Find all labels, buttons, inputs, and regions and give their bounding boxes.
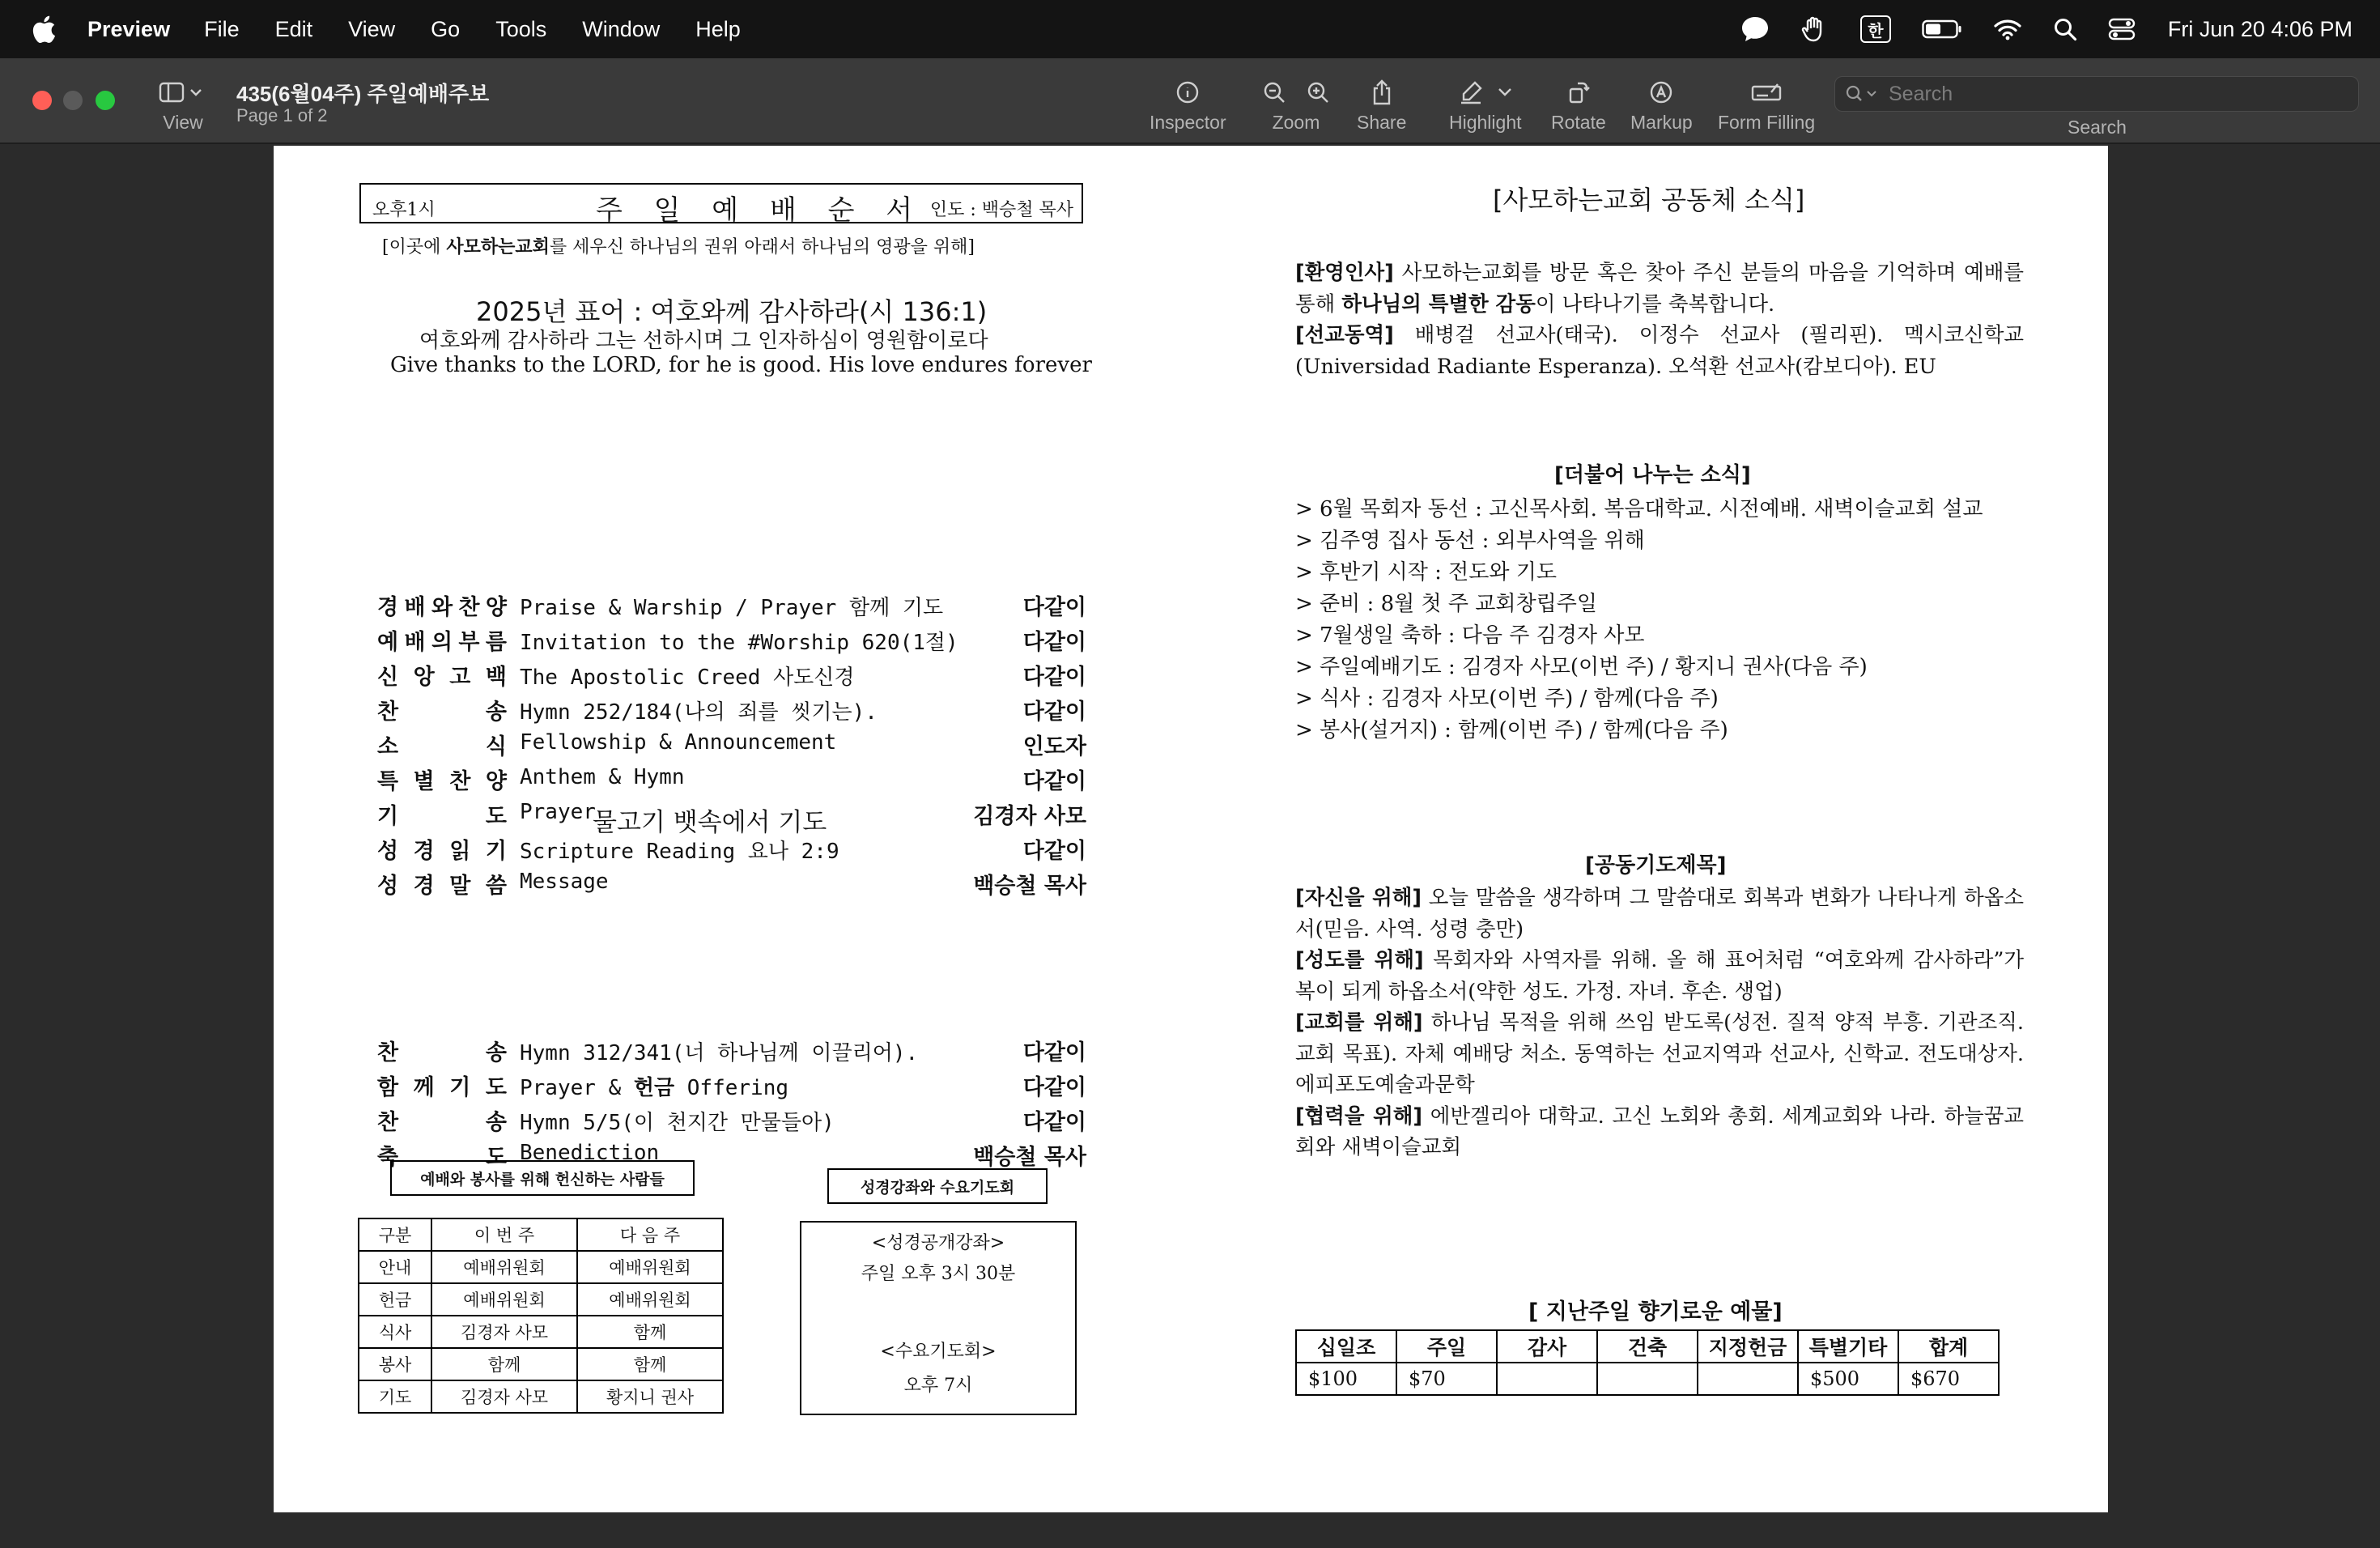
order-name-char: 의 [431,630,453,655]
order-item-who: 다같이 [1022,1040,1086,1065]
order-item-desc: Hymn 5/5(이 천지간 만물들아) [520,1111,835,1135]
menu-help[interactable]: Help [695,16,741,41]
order-row [377,729,1086,763]
table-header: 주일 [1396,1330,1497,1363]
list-item: > 김주영 집사 동선 : 외부사역을 위해 [1295,529,1645,553]
desc-bold: 헌금 [633,1076,675,1100]
prayer-item [1295,882,2024,945]
rotate-icon [1566,80,1591,104]
hand-raise-icon[interactable] [1800,15,1830,43]
welcome-text-end: 이 나타나기를 축복합니다. [1535,291,1775,317]
table-header: 다 음 주 [577,1218,723,1251]
table-header-row [1296,1330,1999,1363]
order-name-char: 도 [485,804,507,829]
year-theme-korean: 여호와께 감사하라 그는 선하시며 그 인자하심이 영원함이로다 [419,329,988,353]
prayer-label: [협력을 위해] [1295,1104,1423,1129]
sermon-title: 물고기 뱃속에서 기도 [593,808,827,837]
service-time: 오후1시 [372,200,436,220]
order-item-desc: Hymn 312/341(너 하나님께 이끌리어). [520,1041,919,1065]
window-close-button[interactable] [32,91,52,110]
search-icon [1845,84,1881,104]
service-people-label: 예배와 봉사를 위해 헌신하는 사람들 [390,1160,695,1196]
order-row [377,1070,1086,1104]
input-source-icon[interactable] [1860,15,1891,43]
table-cell: 봉사 [359,1348,431,1380]
order-item-name [377,1104,507,1136]
highlight-button[interactable] [1449,74,1522,134]
order-name-char: 경 [377,595,399,620]
highlighter-icon [1459,80,1483,104]
order-item-who: 다같이 [1022,769,1086,794]
order-name-char: 말 [449,874,471,899]
order-item-name [377,833,507,865]
table-cell: $670 [1898,1363,1999,1395]
input-source-badge: 한 [1860,15,1891,43]
share-button[interactable] [1357,74,1406,134]
table-cell: 김경자 사모 [431,1380,577,1413]
search-input[interactable] [1889,83,2342,106]
view-label: View [163,112,203,133]
welcome-and-mission [1295,257,2024,382]
order-name-char: 성 [377,874,399,899]
order-name-char: 찬 [377,1040,399,1065]
table-cell: 식사 [359,1316,431,1348]
church-motto [382,233,975,258]
document-page[interactable] [274,146,2108,1512]
inspector-button[interactable] [1150,74,1226,134]
order-item-who: 백승철 목사 [973,1145,1086,1170]
table-cell: 함께 [577,1348,723,1380]
order-item-who: 다같이 [1022,1075,1086,1100]
table-cell [1497,1363,1597,1395]
search-label: Search [2068,117,2127,138]
zoom-buttons[interactable] [1263,74,1329,134]
order-item-name [377,798,507,830]
desc-part: Prayer & [520,1076,634,1100]
list-item: > 봉사(설거지) : 함께(이번 주) / 함께(다음 주) [1295,718,1728,742]
chevron-down-icon[interactable] [1498,87,1512,97]
share-icon [1371,79,1393,105]
table-header: 합계 [1898,1330,1999,1363]
bible-class-title: <성경공개강좌> [871,1233,1005,1253]
offering-table [1295,1329,2000,1396]
order-item-name [377,763,507,795]
order-name-char: 축 [377,1145,399,1170]
prayer-item [1295,1101,2024,1163]
wed-prayer-title: <수요기도회> [880,1342,997,1362]
table-row [359,1251,723,1283]
menu-tools[interactable]: Tools [495,16,547,41]
order-name-char: 양 [485,769,507,794]
order-name-char: 부 [458,630,480,655]
control-center-icon[interactable] [2108,15,2136,43]
welcome-label: [환영인사] [1295,261,1394,285]
order-item-who: 다같이 [1022,839,1086,864]
order-name-char: 경 [413,874,435,899]
mission-label: [선교동역] [1295,323,1394,347]
share-label: Share [1357,112,1407,133]
service-leader: 인도 : 백승철 목사 [929,200,1073,220]
order-name-char: 께 [413,1075,435,1100]
order-name-char: 씀 [485,874,507,899]
highlight-label: Highlight [1449,112,1522,133]
table-header: 감사 [1497,1330,1597,1363]
order-row [377,694,1086,728]
order-item-who: 다같이 [1022,595,1086,620]
table-header: 지정헌금 [1698,1330,1798,1363]
order-name-char: 기 [377,804,399,829]
prayer-text: 목회자와 사역자를 위해. 올 해 표어처럼 “여호와께 감사하라”가 복이 되게 하옵소서(약한 성도. 가정. 자녀. 후손. 생업) [1295,948,2024,1004]
document-title: 435(6월04주) 주일예배주보 [236,82,490,106]
table-header-row [359,1218,723,1251]
menu-app-preview[interactable]: Preview [87,16,171,41]
order-name-char: 신 [377,665,399,690]
order-name-char: 송 [485,1040,507,1065]
bible-class-time: 주일 오후 3시 30분 [861,1264,1016,1284]
battery-icon[interactable] [1922,15,1962,43]
window-minimize-button[interactable] [63,91,83,110]
table-row [359,1348,723,1380]
order-name-char: 기 [449,1075,471,1100]
table-row [359,1316,723,1348]
order-name-char: 기 [485,839,507,864]
inspector-label: Inspector [1150,112,1226,133]
order-item-desc: Hymn 252/184(나의 죄를 씻기는). [520,700,878,725]
prayer-label: [자신을 위해] [1295,886,1422,910]
table-header: 구분 [359,1218,431,1251]
order-name-char: 경 [413,839,435,864]
menu-window[interactable]: Window [582,16,661,41]
community-news-title: [사모하는교회 공동체 소식] [1493,185,1805,215]
order-item-who: 다같이 [1022,630,1086,655]
table-cell [1698,1363,1798,1395]
order-item-name [377,1070,507,1101]
order-name-char: 특 [377,769,399,794]
page-indicator: Page 1 of 2 [236,105,328,125]
prayer-topics-title: [공동기도제목] [1585,853,1727,878]
order-row [377,763,1086,797]
table-cell: 예배위원회 [577,1251,723,1283]
order-item-name [377,624,507,656]
rotate-button[interactable] [1551,74,1606,134]
prayer-topics-list [1295,882,2024,1163]
menu-view[interactable]: View [348,16,396,41]
order-name-char: 송 [485,700,507,725]
order-item-desc: Message [520,870,609,894]
wed-prayer-time: 오후 7시 [903,1376,973,1396]
order-name-char: 성 [377,839,399,864]
table-cell: 안내 [359,1251,431,1283]
order-item-who: 다같이 [1022,700,1086,725]
form-filling-button[interactable] [1718,74,1815,134]
table-row [359,1380,723,1413]
order-item-desc: The Apostolic Creed 사도신경 [520,666,855,690]
table-cell: 황지니 권사 [577,1380,723,1413]
order-item-desc: Praise & Warship / Prayer 함께 기도 [520,596,944,620]
order-item-desc [520,1071,788,1101]
apple-menu-icon[interactable] [0,15,87,44]
order-row [377,589,1086,623]
order-row [377,624,1086,658]
order-name-char: 읽 [449,839,471,864]
order-header-box [359,183,1083,227]
offering-title: [ 지난주일 향기로운 예물] [1528,1299,1783,1325]
order-item-who: 다같이 [1022,665,1086,690]
table-row [1296,1363,1999,1395]
menu-file[interactable]: File [204,16,240,41]
order-item-name [377,589,507,621]
order-row [377,1035,1086,1069]
year-theme-title: 2025년 표어 : 여호와께 감사하라(시 136:1) [476,296,988,327]
order-name-char: 찬 [449,769,471,794]
motto-prefix: [이곳에 [382,237,447,257]
prayer-text: 에반겔리아 대학교. 고신 노회와 총회. 세계교회와 나라. 하늘꿈교회와 새벽이슬교회 [1295,1104,2025,1159]
motto-suffix: 를 세우신 하나님의 권위 아래서 하나님의 영광을 위해] [549,237,975,257]
service-people-table [358,1218,724,1414]
order-item-desc: Prayer [520,800,596,824]
bible-class-label: 성경강좌와 수요기도회 [827,1168,1048,1204]
list-item: > 6월 목회자 동선 : 고신목사회. 복음대학교. 시전예배. 새벽이슬교회 설교 [1295,497,1983,521]
form-filling-label: Form Filling [1718,112,1816,133]
order-name-char: 배 [404,630,426,655]
order-item-who: 김경자 사모 [973,804,1086,829]
table-cell: 함께 [431,1348,577,1380]
table-cell: 함께 [577,1316,723,1348]
sidebar-toggle-icon [159,80,207,104]
motto-church-name: 사모하는교회 [446,236,550,257]
order-name-char: 와 [431,595,453,620]
order-name-char: 앙 [413,665,435,690]
order-row [377,868,1086,902]
order-item-name [377,729,507,760]
order-name-char: 찬 [377,700,399,725]
table-header: 특별기타 [1798,1330,1898,1363]
prayer-item [1295,1007,2024,1101]
prayer-label: [성도를 위해] [1295,948,1424,972]
prayer-item [1295,945,2024,1007]
order-item-who: 인도자 [1022,734,1086,759]
form-filling-icon [1750,80,1783,104]
table-cell: $500 [1798,1363,1898,1395]
order-name-char: 배 [404,595,426,620]
order-name-char: 도 [485,1145,507,1170]
mission-text: 배병걸 선교사(태국). 이정수 선교사 (필리핀). 멕시코신학교(Universidad Radiante Esperanza). 오석환 선교사(캄보디아). EU [1295,323,2024,379]
order-name-char: 송 [485,1110,507,1135]
table-cell: 헌금 [359,1283,431,1316]
order-name-char: 별 [413,769,435,794]
list-item: > 식사 : 김경자 사모(이번 주) / 함께(다음 주) [1295,687,1719,711]
order-item-name [377,694,507,725]
table-cell [1597,1363,1698,1395]
rotate-label: Rotate [1551,112,1606,133]
order-name-char: 식 [485,734,507,759]
messages-icon[interactable] [1740,15,1770,43]
window-zoom-button[interactable] [96,91,115,110]
welcome-text: 사모하는교회를 방문 혹은 찾아 주신 분들의 마음을 기억하며 예배를 통해 [1295,261,2024,317]
markup-icon [1649,80,1673,104]
table-header: 이 번 주 [431,1218,577,1251]
order-name-char: 도 [485,1075,507,1100]
markup-label: Markup [1630,112,1693,133]
list-item: > 준비 : 8월 첫 주 교회창립주일 [1295,592,1597,616]
order-item-name [377,1035,507,1066]
table-row [359,1283,723,1316]
menubar-clock[interactable]: Fri Jun 20 4:06 PM [2167,16,2352,41]
spotlight-search-icon[interactable] [2053,15,2077,43]
welcome-bold: 하나님의 특별한 감동 [1341,291,1536,317]
info-icon [1175,80,1200,104]
order-name-char: 백 [485,665,507,690]
search-field[interactable] [1834,76,2359,112]
list-item: > 7월생일 축하 : 다음 주 김경자 사모 [1295,623,1645,648]
order-name-char: 찬 [458,595,480,620]
zoom-label: Zoom [1272,112,1320,133]
order-title: 주 일 예 배 순 서 [596,194,924,227]
view-button[interactable] [159,74,207,134]
order-name-char: 소 [377,734,399,759]
prayer-text: 하나님 목적을 위해 쓰임 받도록(성전. 질적 양적 부흥. 기관조직. 교회 목표). 자체 예배당 처소. 동역하는 선교지역과 선교사, 신학교. 전도대상자. 에피포도예술과문학 [1295,1010,2024,1097]
order-item-who: 다같이 [1022,1110,1086,1135]
prayer-text: 오늘 말씀을 생각하며 그 말씀대로 회복과 변화가 나타나게 하옵소서(믿음. 사역. 성령 충만) [1295,886,2024,942]
table-cell: 예배위원회 [577,1283,723,1316]
order-item-who: 백승철 목사 [973,874,1086,899]
desc-part: Offering [674,1076,789,1100]
order-name-char: 예 [377,630,399,655]
order-name-char: 름 [485,630,507,655]
order-name-char: 함 [377,1075,399,1100]
order-row [377,833,1086,867]
table-cell: $70 [1396,1363,1497,1395]
order-name-char: 양 [485,595,507,620]
order-item-name [377,659,507,691]
list-item: > 후반기 시작 : 전도와 기도 [1295,560,1558,585]
table-cell: 예배위원회 [431,1283,577,1316]
order-name-char: 찬 [377,1110,399,1135]
wifi-icon[interactable] [1993,15,2022,43]
menu-go[interactable]: Go [431,16,461,41]
order-item-desc: Anthem & Hymn [520,765,685,789]
order-name-char: 고 [449,665,471,690]
table-header: 건축 [1597,1330,1698,1363]
order-item-name [377,868,507,899]
list-item: > 주일예배기도 : 김경자 사모(이번 주) / 황지니 권사(다음 주) [1295,655,1868,679]
zoom-out-icon[interactable] [1263,81,1286,104]
menu-bar [0,0,2380,58]
table-cell: 기도 [359,1380,431,1413]
zoom-in-icon[interactable] [1307,81,1329,104]
year-theme-english: Give thanks to the LORD, for he is good. His love endures forever [390,353,1092,377]
order-item-desc: Fellowship & Announcement [520,730,837,755]
order-item-desc: Invitation to the #Worship 620(1절) [520,631,958,655]
order-row [377,659,1086,693]
order-item-desc: Scripture Reading 요나 2:9 [520,840,839,864]
shared-news-title: [더불어 나누는 소식] [1554,463,1751,487]
bible-class-box [800,1221,1077,1415]
markup-button[interactable] [1630,74,1693,134]
table-cell: 김경자 사모 [431,1316,577,1348]
table-cell: 예배위원회 [431,1251,577,1283]
order-item-desc: Benediction [520,1141,660,1165]
menu-edit[interactable]: Edit [274,16,313,41]
table-cell: $100 [1296,1363,1396,1395]
table-header: 십일조 [1296,1330,1396,1363]
prayer-label: [교회를 위해] [1295,1010,1423,1035]
order-row [377,1104,1086,1138]
